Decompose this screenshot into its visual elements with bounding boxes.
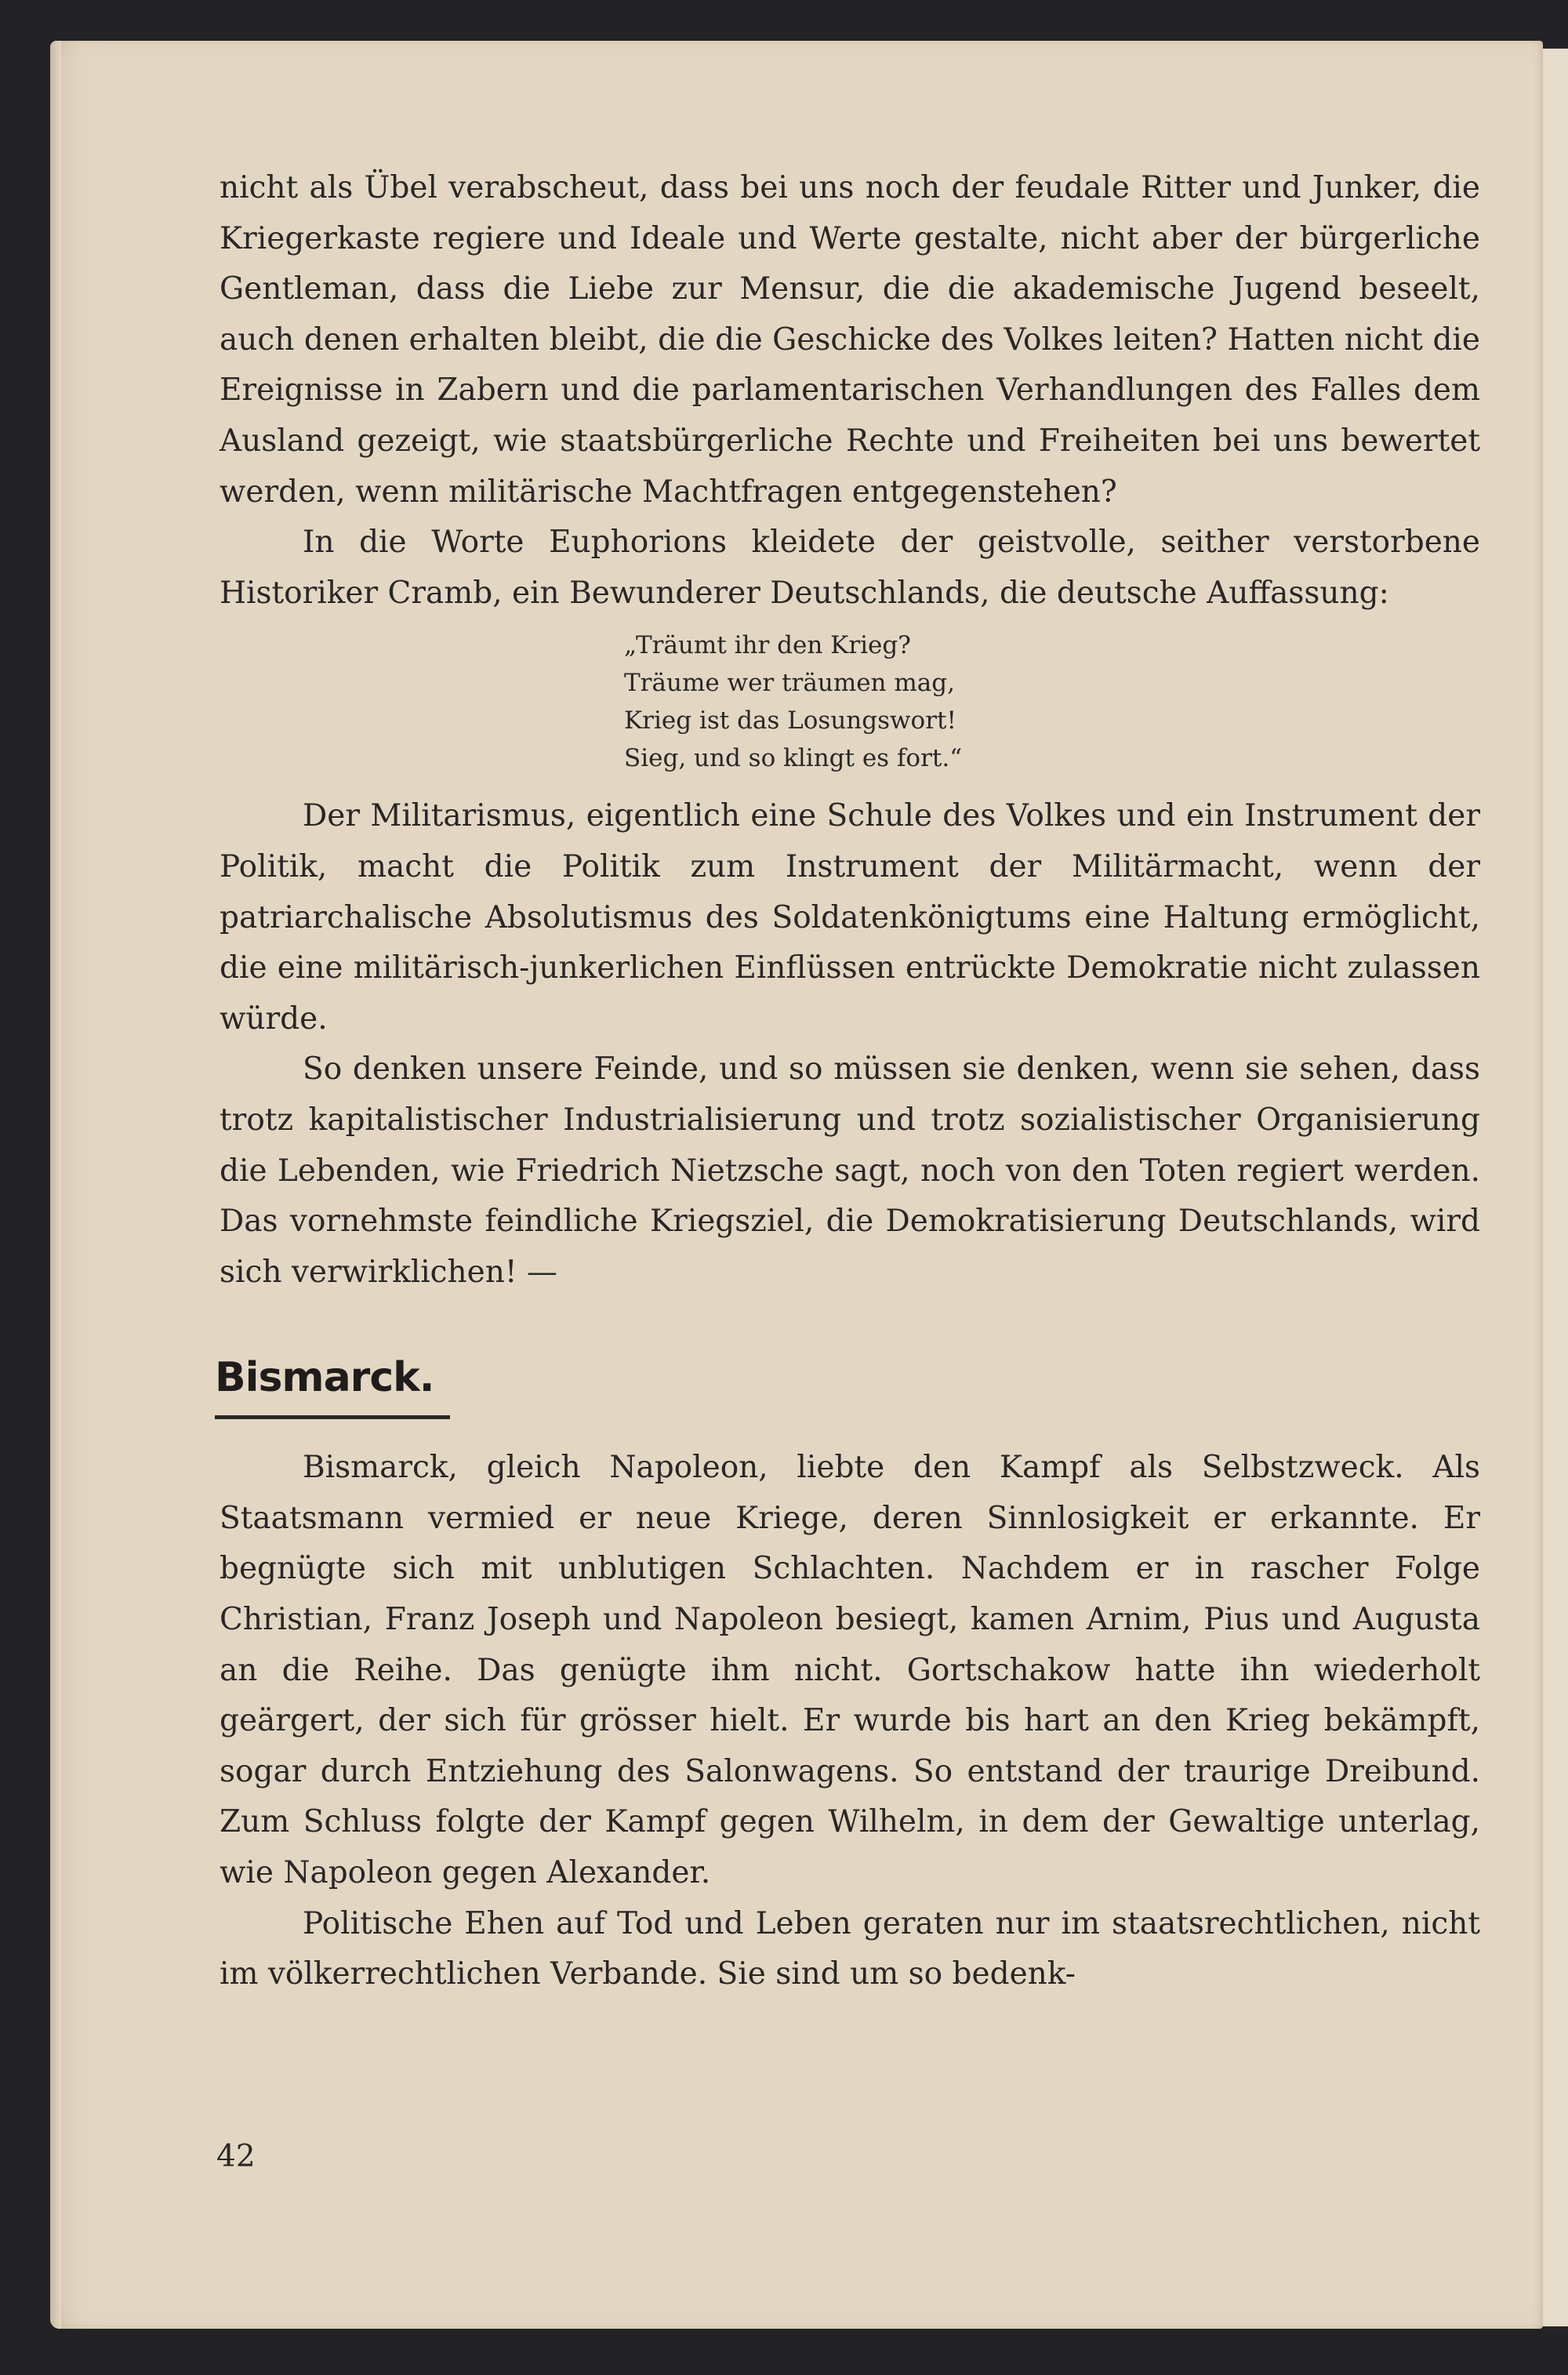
page-gutter-shadow (50, 41, 61, 2329)
page-body (215, 163, 1480, 2000)
paragraph-cramb: In die Worte Euphorions kleidete der geistvolle, seither verstorbene Historiker Cramb, ein Bewunderer Deutschlands, die deutsche Auffassung: (220, 525, 1480, 611)
verse-line: Krieg ist das Losungswort! (624, 706, 956, 735)
paragraph-feinde: So denken unsere Feinde, und so müssen sie denken, wenn sie sehen, dass trotz kapitalistischer Industrialisierung und trotz sozialistischer Organisierung die Lebenden, wie Friedrich Nietzsche sagt, noch von den Toten regiert werden. Das vornehmste feindliche Kriegsziel, die Demokratisierung Deutschlands, wird sich verwirklichen! — (220, 1051, 1480, 1290)
verse-quote (624, 626, 1480, 777)
page-number: 42 (216, 2139, 256, 2174)
paragraph-bismarck: Bismarck, gleich Napoleon, liebte den Kampf als Selbstzweck. Als Staatsmann vermied er neue Kriege, deren Sinnlosigkeit er erkannte. Er begnügte sich mit unblutigen Schlachten. Nachdem er in rascher Folge Christian, Franz Joseph und Napoleon besiegt, kamen Arnim, Pius und Augusta an die Reihe. Das genügte ihm nicht. Gortschakow hatte ihn wiederholt geärgert, der sich für grösser hielt. Er wurde bis hart an den Krieg bekämpft, sogar durch Entziehung des Salonwagens. So entstand der traurige Dreibund. Zum Schluss folgte der Kampf gegen Wilhelm, in dem der Gewaltige unterlag, wie Napoleon gegen Alexander. (220, 1450, 1480, 1891)
heading-underline (215, 1415, 450, 1419)
verse-line: Sieg, und so klingt es fort.“ (624, 744, 963, 773)
section-heading: Bismarck. (215, 1354, 434, 1402)
paragraph-continued: nicht als Übel verabscheut, dass bei uns noch der feudale Ritter und Junker, die Kriegerkaste regiere und Ideale und Werte gestalte, nicht aber der bürgerliche Gentleman, dass die Liebe zur Mensur, die die akademische Jugend beseelt, auch denen erhalten bleibt, die die Geschicke des Volkes leiten? Hatten nicht die Ereignisse in Zabern und die parlamentarischen Verhandlungen des Falles dem Ausland gezeigt, wie staatsbürgerliche Rechte und Freiheiten bei uns bewertet werden, wenn militärische Machtfragen entgegenstehen? (220, 170, 1480, 510)
verse-line: Träume wer träumen mag, (624, 669, 955, 698)
verse-line: „Träumt ihr den Krieg? (624, 631, 911, 660)
paragraph-militarismus: Der Militarismus, eigentlich eine Schule des Volkes und ein Instrument der Politik, macht die Politik zum Instrument der Militärmacht, wenn der patriarchalische Absolutismus des Soldatenkönigtums eine Haltung ermöglicht, die eine militärisch-junkerlichen Einflüssen entrückte Demokratie nicht zulassen würde. (220, 798, 1480, 1037)
paragraph-politische-ehen: Politische Ehen auf Tod und Leben geraten nur im staatsrechtlichen, nicht im völkerrechtlichen Verbande. Sie sind um so bedenk- (220, 1905, 1480, 1992)
next-page-edge (1543, 49, 1568, 2326)
